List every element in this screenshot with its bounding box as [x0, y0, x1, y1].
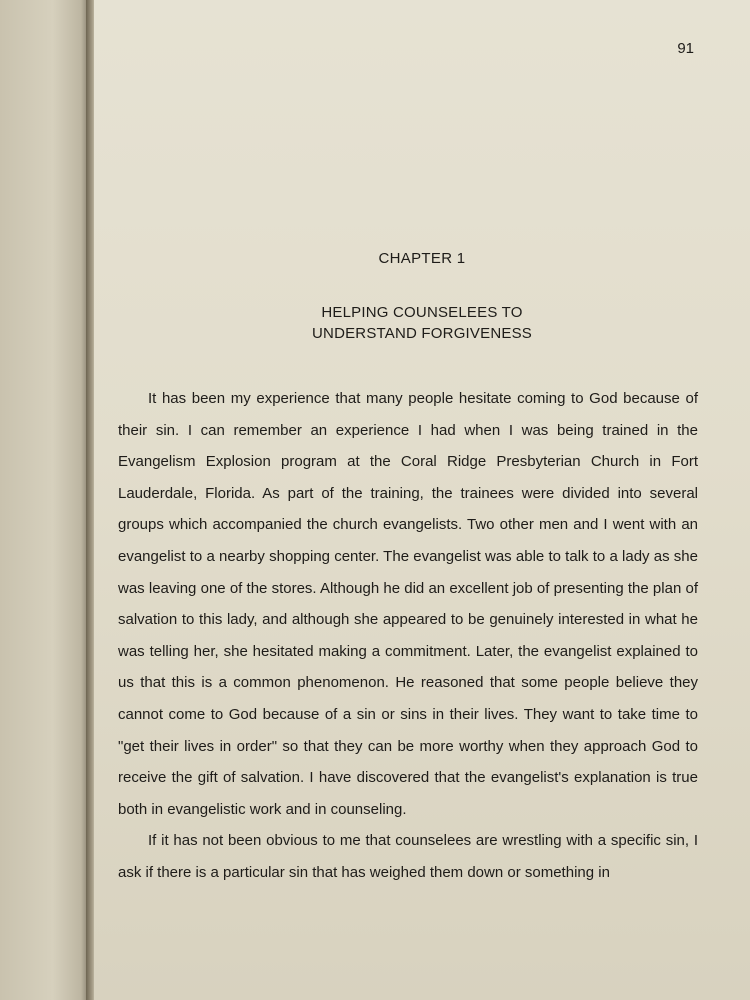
chapter-heading [94, 302, 750, 344]
chapter-heading-line-1: HELPING COUNSELEES TO [321, 304, 523, 321]
page-number: 91 [677, 40, 694, 57]
chapter-heading-line-2: UNDERSTAND FORGIVENESS [312, 325, 532, 342]
paragraph-2: If it has not been obvious to me that counselees are wrestling with a specific sin, I ask if there is a particular sin that has weighed them down or something in [118, 832, 698, 881]
book-page [94, 0, 750, 1000]
chapter-title: CHAPTER 1 [378, 250, 466, 267]
body-text [118, 383, 698, 889]
paragraph-1: It has been my experience that many people hesitate coming to God because of their sin. I can remember an experience I had when I was being trained in the Evangelism Explosion program at the Coral Ridge Presbyterian Church in Fort Lauderdale, Florida. As part of the training, the trainees were divided into several groups which accompanied the church evangelists. Two other men and I went with an evangelist to a nearby shopping center. The evangelist was able to talk to a lady as she was leaving one of the stores. Although he did an excellent job of presenting the plan of salvation to this lady, and although she appeared to be genuinely interested in what he was telling her, she hesitated making a commitment. Later, the evangelist explained to us that this is a common phenomenon. He reasoned that some people believe they cannot come to God because of a sin or sins in their lives. They want to take time to "get their lives in order" so that they can be more worthy when they approach God to receive the gift of salvation. I have discovered that the evangelist's explanation is true both in evangelistic work and in counseling. [118, 390, 698, 818]
left-page-edge [0, 0, 88, 1000]
